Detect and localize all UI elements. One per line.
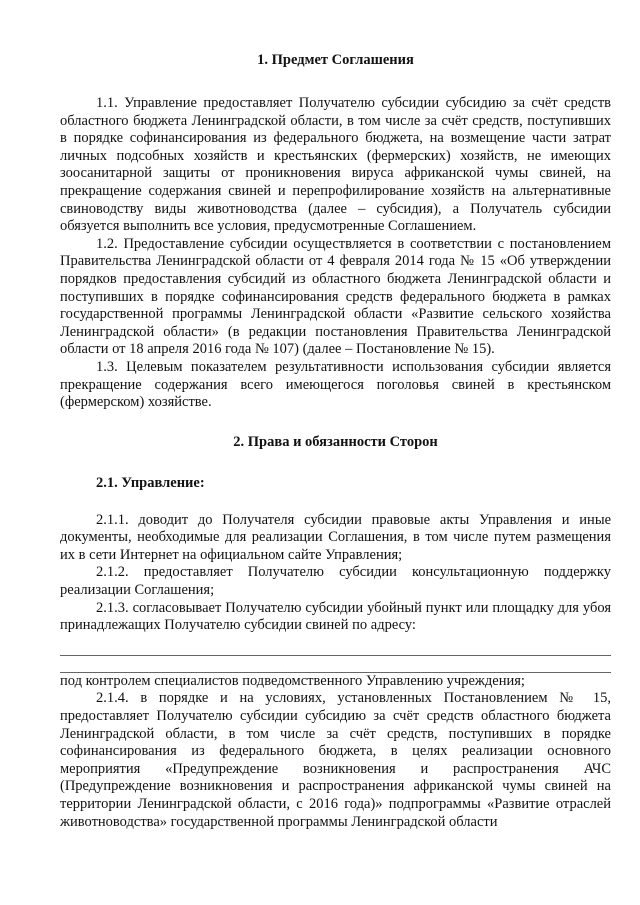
address-fill-line[interactable] [60,639,611,656]
paragraph-2-1-3-continuation: под контролем специалистов подведомственного Управлению учреждения; [60,672,525,689]
paragraph-1-3: 1.3. Целевым показателем результативности использования субсидии является прекращение содержания всего имеющегося поголовья свиней в крестьянском (фермерском) хозяйстве. [60,358,611,411]
paragraph-2-1-1: 2.1.1. доводит до Получателя субсидии правовые акты Управления и иные документы, необходимые для реализации Соглашения, в том числе путем размещения их в сети Интернет на официальном сайте Управления; [60,511,611,563]
paragraph-2-1-4: 2.1.4. в порядке и на условиях, установленных Постановлением № 15, предоставляет Получателю субсидии субсидию за счёт средств областного бюджета Ленинградской области, в том числе за счёт средств, поступивших в порядке софинансирования из федерального бюджета, в целях реализации основного мероприятия «Предупреждение возникновения и распространения АЧС (Предупреждение возникновения и распространения африканской чумы свиней на территории Ленинградской области, с 2016 года)» подпрограммы «Развитие отраслей животноводства» государственной программы Ленинградской области [60,690,611,830]
paragraph-1-1: 1.1. Управление предоставляет Получателю субсидии субсидию за счёт средств областного бюджета Ленинградской области, в том числе за счёт средств, поступивших в порядке софинансирования из федерального бюджета, на возмещение части затрат личных подсобных хозяйств и крестьянских (фермерских) хозяйств, не имеющих зоосанитарной защиты от проникновения вируса африканской чумы свиней, на прекращение содержания свиней и перепрофилирование хозяйств на альтернативные свиноводству виды животноводства (далее – субсидия), а Получатель субсидии обязуется выполнить все условия, предусмотренные Соглашением. [60,95,611,235]
paragraph-1-2: 1.2. Предоставление субсидии осуществляется в соответствии с постановлением Правительства Ленинградской области от 4 февраля 2014 года № 15 «Об утверждении порядков предоставления субсидий из областного бюджета Ленинградской области и поступивших в порядке софинансирования средств федерального бюджета в рамках государственной программы Ленинградской области «Развитие сельского хозяйства Ленинградской области» (в редакции постановления Правительства Ленинградской области от 18 апреля 2016 года № 107) (далее – Постановление № 15). [60,235,611,358]
address-fill-line[interactable] [60,656,611,673]
paragraph-2-1-2: 2.1.2. предоставляет Получателю субсидии консультационную поддержку реализации Соглашения; [60,564,611,599]
section-2-title: 2. Права и обязанности Сторон [233,433,438,450]
subsection-2-1-title: 2.1. Управление: [96,474,205,491]
paragraph-2-1-3: 2.1.3. согласовывает Получателю субсидии убойный пункт или площадку для убоя принадлежащих Получателю субсидии свиней по адресу: [60,599,611,634]
section-1-title: 1. Предмет Соглашения [257,52,414,68]
document-page [60,52,611,831]
